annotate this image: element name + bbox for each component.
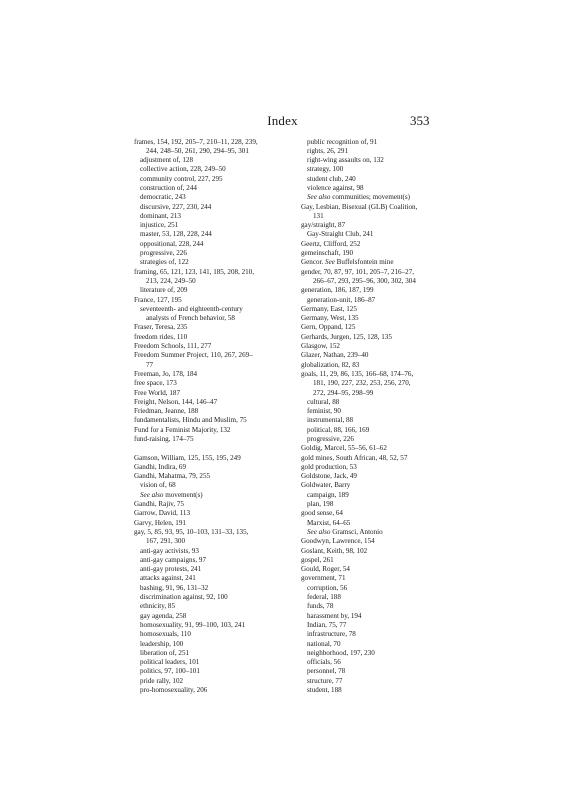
index-entry: gold mines, South African, 48, 52, 57 — [301, 453, 408, 462]
index-entry: Gandhi, Mahatma, 79, 255 — [134, 472, 211, 481]
index-column-left — [134, 138, 289, 696]
index-entry: master, 53, 128, 228, 244 — [140, 230, 212, 239]
index-entry: 244, 248–50, 261, 290, 294–95, 301 — [146, 146, 249, 155]
index-entry: discrimination against, 92, 100 — [140, 593, 228, 602]
index-entry: Gencor. See Buffelsfontein mine — [301, 258, 394, 267]
index-entry: leadership, 100 — [140, 639, 184, 648]
index-entry: right-wing assaults on, 132 — [307, 156, 384, 165]
index-entry: Indian, 75, 77 — [307, 620, 347, 629]
index-entry: vision of, 68 — [140, 481, 176, 490]
index-entry: structure, 77 — [307, 676, 343, 685]
index-entry: discursive, 227, 230, 244 — [140, 202, 212, 211]
index-entry: funds, 78 — [307, 602, 334, 611]
index-entry: anti-gay protests, 241 — [140, 565, 202, 574]
index-entry: Free World, 187 — [134, 388, 180, 397]
index-entry: community control, 227, 295 — [140, 174, 223, 183]
index-entry: harassment by, 194 — [307, 611, 362, 620]
index-entry: freedom rides, 110 — [134, 332, 188, 341]
index-entry: See also communities; movement(s) — [307, 193, 411, 202]
page-title: Index — [267, 113, 298, 128]
index-entry: Fraser, Teresa, 235 — [134, 323, 188, 332]
index-entry: 167, 291, 300 — [146, 537, 186, 546]
index-entry: officials, 56 — [307, 658, 341, 667]
index-entry: neighborhood, 197, 230 — [307, 648, 375, 657]
index-entry: strategies of, 122 — [140, 258, 189, 267]
index-entry: 213, 224, 249–50 — [146, 276, 196, 285]
index-entry: Gamson, William, 125, 155, 195, 249 — [134, 453, 241, 462]
see-reference: See also — [307, 527, 331, 536]
index-entry: Glazer, Nathan, 239–40 — [301, 351, 369, 360]
index-entry: analysts of French behavior, 58 — [146, 314, 235, 323]
index-entry: bashing, 91, 96, 131–32 — [140, 583, 209, 592]
index-entry: France, 127, 195 — [134, 295, 182, 304]
index-entry: homosexuals, 110 — [140, 630, 191, 639]
index-entry: democratic, 243 — [140, 193, 186, 202]
index-entry: plan, 198 — [307, 500, 334, 509]
index-entry: Germany, East, 125 — [301, 304, 357, 313]
see-reference: See also — [140, 490, 164, 499]
index-entry: rights, 26, 291 — [307, 146, 348, 155]
index-entry: oppositional, 228, 244 — [140, 239, 204, 248]
index-entry: framing, 65, 121, 123, 141, 185, 208, 210, — [134, 267, 254, 276]
index-entry: politics, 97, 100–101 — [140, 667, 200, 676]
index-entry: infrastructure, 78 — [307, 630, 356, 639]
index-entry: Geertz, Clifford, 252 — [301, 239, 361, 248]
index-entry: goals, 11, 29, 86, 135, 166–68, 174–76, — [301, 369, 414, 378]
index-entry: generation, 186, 187, 199 — [301, 286, 374, 295]
index-entry: gay/straight, 87 — [301, 221, 346, 230]
index-entry: gospel, 261 — [301, 555, 334, 564]
index-entry: fund-raising, 174–75 — [134, 435, 194, 443]
index-entry: Germany, West, 135 — [301, 314, 359, 323]
index-entry: national, 70 — [307, 639, 341, 648]
index-entry: Gandhi, Indira, 69 — [134, 462, 187, 471]
index-entry: homosexuality, 91, 99–100, 103, 241 — [140, 620, 246, 629]
index-entry: Friedman, Jeanne, 188 — [134, 407, 199, 416]
index-entry: Gerhards, Jurgen, 125, 128, 135 — [301, 332, 392, 341]
index-entry: literature of, 209 — [140, 286, 188, 295]
index-entry: campaign, 189 — [307, 490, 349, 499]
index-entry: anti-gay campaigns, 97 — [140, 555, 206, 564]
index-entry: federal, 188 — [307, 593, 341, 602]
index-entry: Freedom Summer Project, 110, 267, 269– — [134, 351, 253, 360]
index-entry: political leaders, 101 — [140, 658, 200, 667]
index-entry: Goodwyn, Lawrence, 154 — [301, 537, 375, 546]
index-entry: feminist, 90 — [307, 407, 341, 416]
index-entry: Goldig, Marcel, 55–56, 61–62 — [301, 444, 387, 453]
index-entry: corruption, 56 — [307, 583, 348, 592]
see-reference: See — [325, 258, 335, 267]
index-entry: gay, 5, 85, 93, 95, 10–103, 131–33, 135, — [134, 527, 249, 536]
index-entry: Gern, Oppand, 125 — [301, 323, 356, 332]
index-entry: attacks against, 241 — [140, 574, 196, 583]
index-entry: Freight, Nelson, 144, 146–47 — [134, 397, 218, 406]
index-entry: See also Gramsci, Antonio — [307, 527, 383, 536]
index-entry: gold production, 53 — [301, 462, 357, 471]
index-entry: 272, 294–95, 298–99 — [313, 388, 374, 397]
index-entry: Freeman, Jo, 178, 184 — [134, 369, 198, 378]
page-number: 353 — [410, 113, 430, 128]
index-entry: pride rally, 102 — [140, 676, 184, 685]
index-entry: Glasgow, 152 — [301, 342, 340, 351]
index-entry: gemeinschaft, 190 — [301, 249, 354, 258]
index-entry: Freedom Schools, 111, 277 — [134, 342, 212, 351]
index-entry: 77 — [146, 360, 154, 369]
see-reference: See also — [307, 193, 331, 202]
index-entry: 266–67, 293, 295–96, 300, 302, 304 — [313, 276, 416, 285]
index-entry: strategy, 100 — [307, 165, 344, 174]
index-entry: seventeenth- and eighteenth-century — [140, 304, 243, 313]
index-entry: Gould, Roger, 54 — [301, 565, 350, 574]
index-entry: Gandhi, Rajiv, 75 — [134, 500, 184, 509]
index-entry: injustice, 251 — [140, 221, 179, 230]
index-entry: dominant, 213 — [140, 211, 181, 220]
index-entry: public recognition of, 91 — [307, 137, 378, 146]
index-entry: construction of, 244 — [140, 183, 197, 192]
index-entry: generation-unit, 186–87 — [307, 295, 376, 304]
index-entry: violence against, 98 — [307, 183, 364, 192]
index-entry: Fund for a Feminist Majority, 132 — [134, 425, 231, 434]
index-entry: progressive, 226 — [307, 435, 354, 443]
index-entry: political, 88, 166, 169 — [307, 425, 370, 434]
index-entry: ethnicity, 85 — [140, 602, 176, 611]
index-entry: globalization, 82, 83 — [301, 360, 360, 369]
index-entry: good sense, 64 — [301, 509, 343, 518]
index-entry: Marxist, 64–65 — [307, 518, 351, 527]
index-entry: adjustment of, 128 — [140, 156, 193, 165]
index-entry: collective action, 228, 249–50 — [140, 165, 226, 174]
index-entry: cultural, 88 — [307, 397, 340, 406]
index-column-right — [301, 138, 463, 696]
index-entry: free space, 173 — [134, 379, 177, 388]
index-entry: 131 — [313, 211, 324, 220]
index-entry: anti-gay activists, 93 — [140, 546, 199, 555]
index-entry: Goldstone, Jack, 49 — [301, 472, 357, 481]
index-entry: progressive, 226 — [140, 249, 187, 258]
index-entry: See also movement(s) — [140, 490, 203, 499]
index-entry: frames, 154, 192, 205–7, 210–11, 228, 239, — [134, 137, 258, 146]
index-entry: government, 71 — [301, 574, 346, 583]
index-entry: student, 188 — [307, 686, 342, 695]
index-entry: Gay-Straight Club, 241 — [307, 230, 374, 239]
index-entry: gender, 70, 87, 97, 101, 205–7, 216–27, — [301, 267, 415, 276]
index-entry: instrumental, 88 — [307, 416, 354, 425]
index-entry: Garvy, Helen, 191 — [134, 518, 186, 527]
index-entry: Goslant, Keith, 98, 102 — [301, 546, 368, 555]
index-entry: personnel, 78 — [307, 667, 346, 676]
index-entry: Gay, Lesbian, Bisexual (GLB) Coalition, — [301, 202, 418, 211]
index-entry: Garrow, David, 113 — [134, 509, 191, 518]
index-entry: fundamentalists, Hindu and Muslim, 75 — [134, 416, 247, 425]
index-entry: 181, 190, 227, 232, 253, 256, 270, — [313, 379, 411, 388]
index-entry: gay agenda, 258 — [140, 611, 187, 620]
index-entry: student club, 240 — [307, 174, 356, 183]
index-entry: liberation of, 251 — [140, 648, 190, 657]
index-entry: pro-homosexuality, 206 — [140, 686, 208, 695]
index-entry: Goldwater, Barry — [301, 481, 351, 490]
